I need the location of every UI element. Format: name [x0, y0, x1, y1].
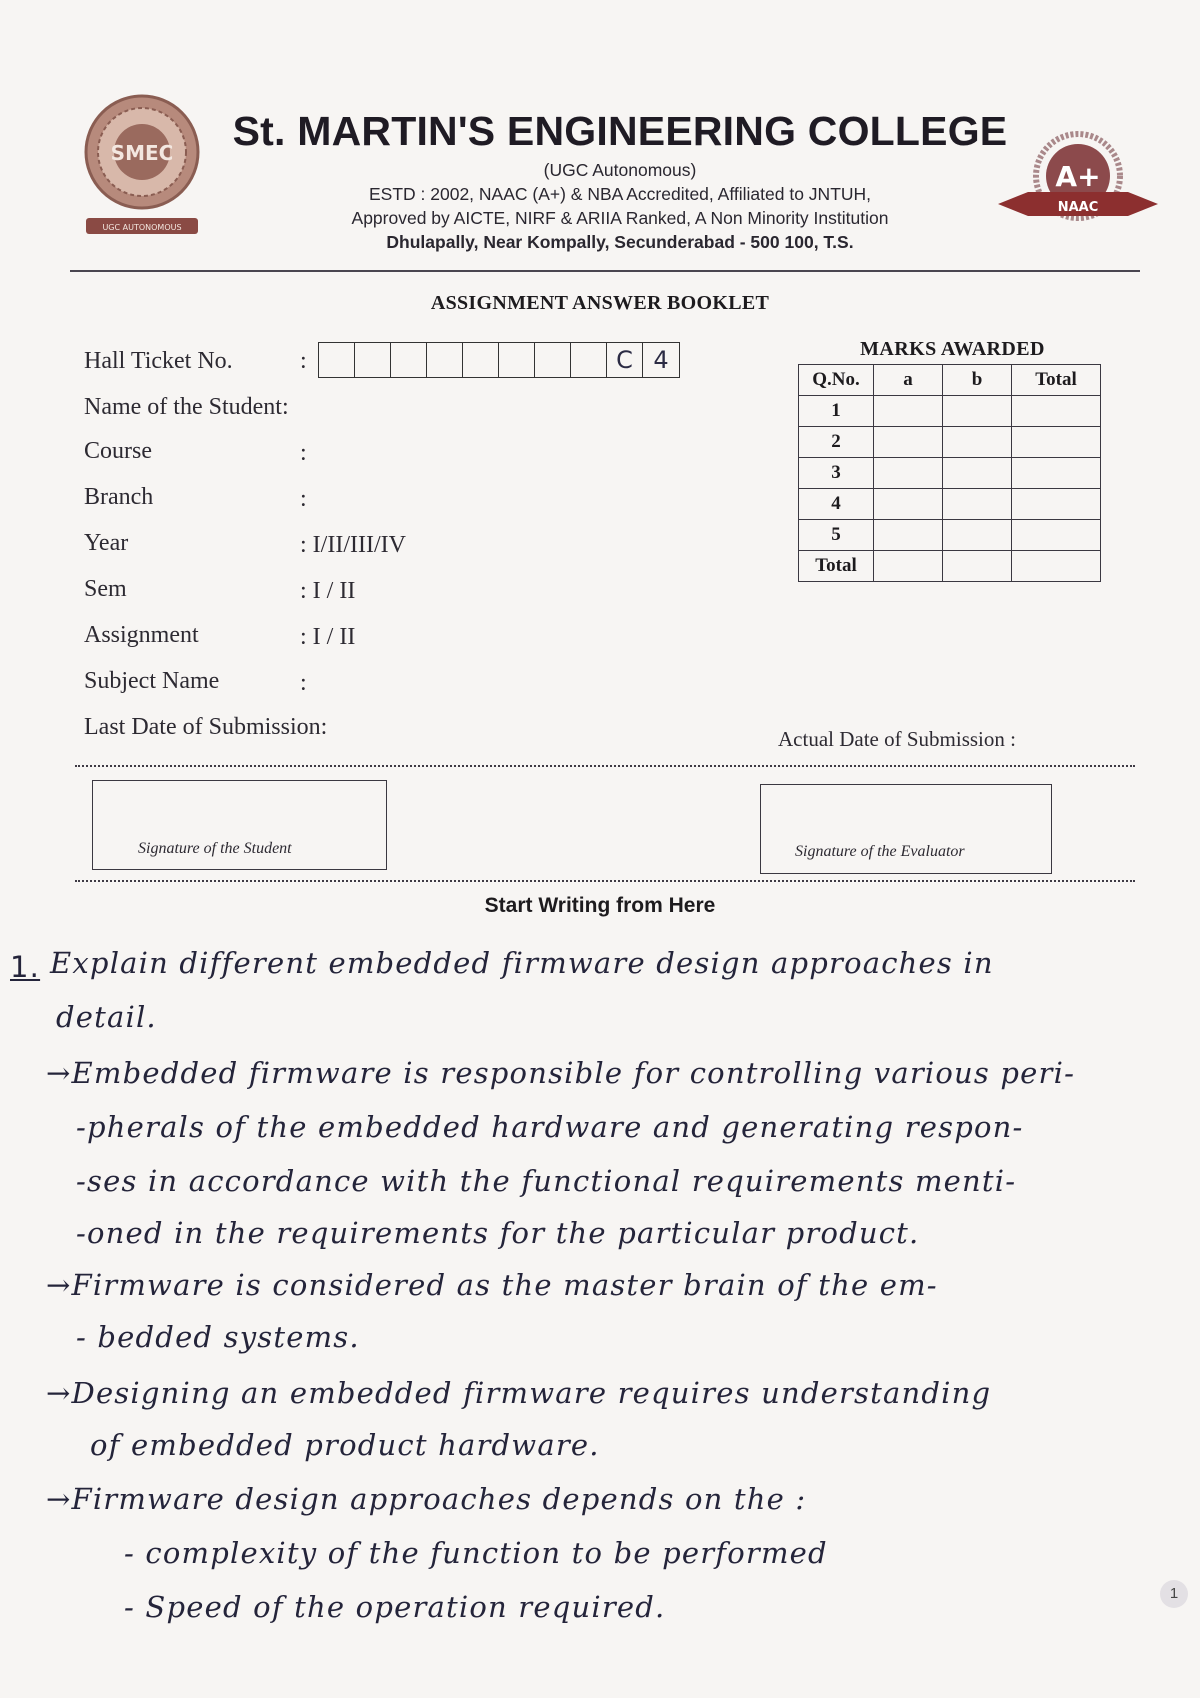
hall-ticket-label: Hall Ticket No. [84, 348, 233, 374]
marks-cell[interactable] [1012, 396, 1101, 427]
branch-value: : [300, 486, 307, 512]
college-seal-icon [80, 92, 204, 252]
hall-ticket-colon: : [300, 348, 307, 374]
marks-header-total: Total [1012, 365, 1101, 396]
marks-cell[interactable] [874, 520, 943, 551]
naac-badge-icon [998, 126, 1158, 246]
answer-line: detail. [56, 1000, 157, 1034]
marks-header-b: b [943, 365, 1012, 396]
student-name-label: Name of the Student: [84, 394, 289, 420]
answer-line: - Speed of the operation required. [124, 1590, 666, 1624]
marks-cell[interactable] [874, 458, 943, 489]
branch-label: Branch [84, 484, 154, 510]
svg-text:A+: A+ [1055, 160, 1101, 193]
marks-header-row [799, 365, 1101, 396]
answer-line: - bedded systems. [76, 1320, 360, 1354]
hall-ticket-cell[interactable] [319, 343, 355, 377]
marks-cell[interactable] [1012, 520, 1101, 551]
booklet-title: ASSIGNMENT ANSWER BOOKLET [430, 292, 770, 314]
question-number: 1. [10, 950, 41, 984]
actual-date-label: Actual Date of Submission : [778, 727, 1016, 751]
marks-awarded-title: MARKS AWARDED [860, 338, 1045, 360]
page-number: 1 [1160, 1580, 1188, 1608]
marks-cell[interactable] [1012, 551, 1101, 582]
svg-text:SMEC: SMEC [110, 141, 174, 165]
college-accreditation: ESTD : 2002, NAAC (A+) & NBA Accredited, Affiliated to JNTUH, [368, 184, 872, 204]
college-approval: Approved by AICTE, NIRF & ARIIA Ranked, A Non Minority Institution [351, 208, 889, 228]
marks-cell[interactable] [943, 551, 1012, 582]
answer-line: -oned in the requirements for the particular product. [76, 1216, 920, 1250]
dotted-divider [75, 765, 1135, 767]
marks-cell[interactable] [874, 427, 943, 458]
hall-ticket-cell[interactable]: 4 [653, 346, 669, 374]
college-address: Dhulapally, Near Kompally, Secunderabad - 500 100, T.S. [386, 232, 854, 252]
hall-ticket-cell[interactable] [571, 343, 607, 377]
sem-value: : I / II [300, 578, 356, 604]
hall-ticket-cell[interactable] [427, 343, 463, 377]
dotted-divider [75, 880, 1135, 882]
hall-ticket-cell[interactable] [391, 343, 427, 377]
svg-text:UGC AUTONOMOUS: UGC AUTONOMOUS [102, 223, 182, 232]
marks-qno: 1 [799, 396, 874, 427]
marks-header-qno: Q.No. [799, 365, 874, 396]
hall-ticket-cell[interactable] [499, 343, 535, 377]
svg-text:NAAC: NAAC [1057, 200, 1099, 215]
table-row [799, 458, 1101, 489]
year-label: Year [84, 530, 129, 556]
marks-cell[interactable] [943, 520, 1012, 551]
answer-line: -pherals of the embedded hardware and generating respon- [76, 1110, 1024, 1144]
marks-cell[interactable] [874, 489, 943, 520]
marks-cell[interactable] [1012, 427, 1101, 458]
hall-ticket-boxes[interactable] [318, 342, 680, 378]
marks-qno: 5 [799, 520, 874, 551]
year-value: : I/II/III/IV [300, 532, 406, 558]
table-row [799, 520, 1101, 551]
assignment-label: Assignment [84, 622, 199, 648]
answer-line: -ses in accordance with the functional requirements menti- [76, 1164, 1017, 1198]
marks-qno: 2 [799, 427, 874, 458]
marks-qno: 4 [799, 489, 874, 520]
marks-header-a: a [874, 365, 943, 396]
hall-ticket-cell[interactable]: C [607, 343, 643, 377]
table-row [799, 427, 1101, 458]
hall-ticket-cell[interactable] [355, 343, 391, 377]
marks-cell[interactable] [874, 551, 943, 582]
header-divider [70, 270, 1140, 272]
subject-name-value: : [300, 670, 307, 696]
student-signature-caption: Signature of the Student [138, 840, 292, 857]
evaluator-signature-caption: Signature of the Evaluator [795, 843, 965, 860]
hall-ticket-cell[interactable] [463, 343, 499, 377]
start-writing-heading: Start Writing from Here [484, 894, 716, 917]
answer-line: →Firmware is considered as the master brain of the em- [46, 1268, 938, 1302]
answer-line: →Firmware design approaches depends on the : [46, 1482, 807, 1516]
marks-cell[interactable] [943, 396, 1012, 427]
marks-cell[interactable] [943, 458, 1012, 489]
table-row [799, 396, 1101, 427]
marks-cell[interactable] [1012, 489, 1101, 520]
marks-qno: 3 [799, 458, 874, 489]
marks-total-label: Total [799, 551, 874, 582]
answer-line: of embedded product hardware. [90, 1428, 600, 1462]
marks-cell[interactable] [1012, 458, 1101, 489]
answer-line: Explain different embedded firmware design approaches in [50, 946, 994, 980]
marks-cell[interactable] [943, 427, 1012, 458]
table-row [799, 551, 1101, 582]
subject-name-label: Subject Name [84, 668, 220, 694]
marks-table [798, 364, 1101, 582]
answer-line: - complexity of the function to be performed [124, 1536, 828, 1570]
college-name: St. MARTIN'S ENGINEERING COLLEGE [232, 108, 1008, 154]
marks-cell[interactable] [943, 489, 1012, 520]
course-label: Course [84, 438, 152, 464]
assignment-value: : I / II [300, 624, 356, 650]
college-status: (UGC Autonomous) [543, 160, 697, 180]
sem-label: Sem [84, 576, 127, 602]
marks-cell[interactable] [874, 396, 943, 427]
course-value: : [300, 440, 307, 466]
last-date-label: Last Date of Submission: [84, 714, 328, 740]
hall-ticket-cell[interactable] [535, 343, 571, 377]
answer-line: →Designing an embedded firmware requires understanding [46, 1376, 992, 1410]
answer-line: →Embedded firmware is responsible for controlling various peri- [46, 1056, 1076, 1090]
table-row [799, 489, 1101, 520]
